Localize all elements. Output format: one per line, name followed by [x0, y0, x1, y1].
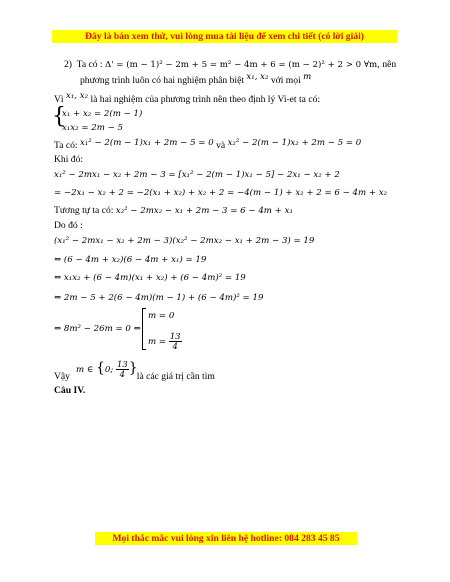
ta-co-label: Ta có :: [76, 59, 103, 70]
step-4: ⇔ 2m − 5 + 2(6 − 4m)(m − 1) + (6 − 4m)² = 19: [54, 293, 264, 303]
vay-label: Vậy: [54, 371, 70, 382]
do-do-label: Do đó :: [54, 220, 83, 231]
solution-2: [148, 332, 182, 351]
solution-2-fraction: [169, 332, 182, 351]
vieta-intro-line: [54, 91, 321, 106]
equation-x1: x₁² − 2(m − 1)x₁ + 2m − 5 = 0: [79, 138, 214, 148]
two-roots-text: phương trình luôn có hai nghiệm phân biệt: [80, 75, 245, 86]
solution-2-denominator: 4: [172, 341, 178, 351]
solutions-bracket: [142, 308, 146, 350]
equation-x2: x₂² − 2(m − 1)x₂ + 2m − 5 = 0: [227, 138, 362, 148]
two-roots-line: [80, 72, 312, 87]
set-first: 0;: [104, 365, 114, 375]
similar-expression: x₂² − 2mx₂ − x₁ + 2m − 3 = 6 − 4m + x₁: [115, 206, 293, 216]
expansion-2: = −2x₁ − x₂ + 2 = −2(x₁ + x₂) + x₂ + 2 = −4(m − 1) + x₂ + 2 = 6 − 4m + x₂: [54, 188, 388, 198]
step-2: ⇔ (6 − 4m + x₂)(6 − 4m + x₁) = 19: [54, 255, 207, 265]
vieta-sum: x₁ + x₂ = 2(m − 1): [62, 109, 143, 119]
item-number: 2): [64, 59, 72, 70]
vieta-system-brace: {: [52, 104, 66, 129]
root-equations-line: [54, 140, 361, 152]
tuong-tu-label: Tương tự ta có:: [54, 205, 114, 216]
delta-line: [64, 59, 396, 71]
vi-label: Vì: [54, 94, 64, 105]
voi-moi-label: với mọi: [270, 75, 301, 86]
roots-symbols-2: x₁, x₂: [66, 91, 89, 101]
delta-expression: Δ' = (m − 1)² − 2m + 5 = m² − 4m + 6 = (m − 2)² + 2 > 0 ∀m,: [105, 60, 380, 70]
solution-1: m = 0: [148, 311, 175, 321]
ta-co-label-2: Ta có:: [54, 140, 78, 151]
solution-2-numerator: 13: [169, 331, 181, 341]
conclusion-text: là các giá trị cần tìm: [136, 371, 215, 382]
solution-2-lhs: m =: [148, 337, 167, 347]
set-lhs: m ∈: [76, 365, 94, 375]
khi-do-label: Khi đó:: [54, 154, 84, 165]
vieta-intro-text: là hai nghiệm của phương trình nên theo định lý Vi-et ta có:: [90, 94, 321, 105]
m-variable: m: [303, 72, 312, 82]
set-numerator: 13: [117, 359, 128, 369]
conclusion-line: [54, 371, 215, 383]
roots-symbols: x₁, x₂: [246, 72, 269, 82]
va-label: và: [216, 140, 226, 151]
step-5: ⇔ 8m² − 26m = 0 ⇔: [54, 324, 141, 334]
expansion-1: x₁² − 2mx₁ − x₂ + 2m − 3 = [x₁² − 2(m − 1)x₁ − 5] − 2x₁ − x₂ + 2: [54, 170, 340, 180]
step-1: (x₁² − 2mx₁ − x₂ + 2m − 3)(x₂² − 2mx₂ − x₁ + 2m − 3) = 19: [54, 236, 315, 246]
nen-label: nên: [382, 59, 397, 70]
similar-line: [54, 205, 293, 217]
answer-set: m ∈ {0; $\frac{13}{4}$ }: [76, 359, 138, 379]
vieta-product: x₁x₂ = 2m − 5: [62, 123, 123, 133]
hotline-banner: Mọi thắc mắc vui lòng xin liên hệ hotline: 084 283 45 85: [95, 532, 357, 545]
step-3: ⇔ x₁x₂ + (6 − 4m)(x₁ + x₂) + (6 − 4m)² = 19: [54, 273, 246, 283]
preview-banner: Đây là bản xem thử, vui lòng mua tài liệu để xem chi tiết (có lời giải): [52, 30, 397, 43]
question-heading: Câu IV.: [54, 385, 86, 396]
set-denominator: 4: [119, 369, 126, 379]
